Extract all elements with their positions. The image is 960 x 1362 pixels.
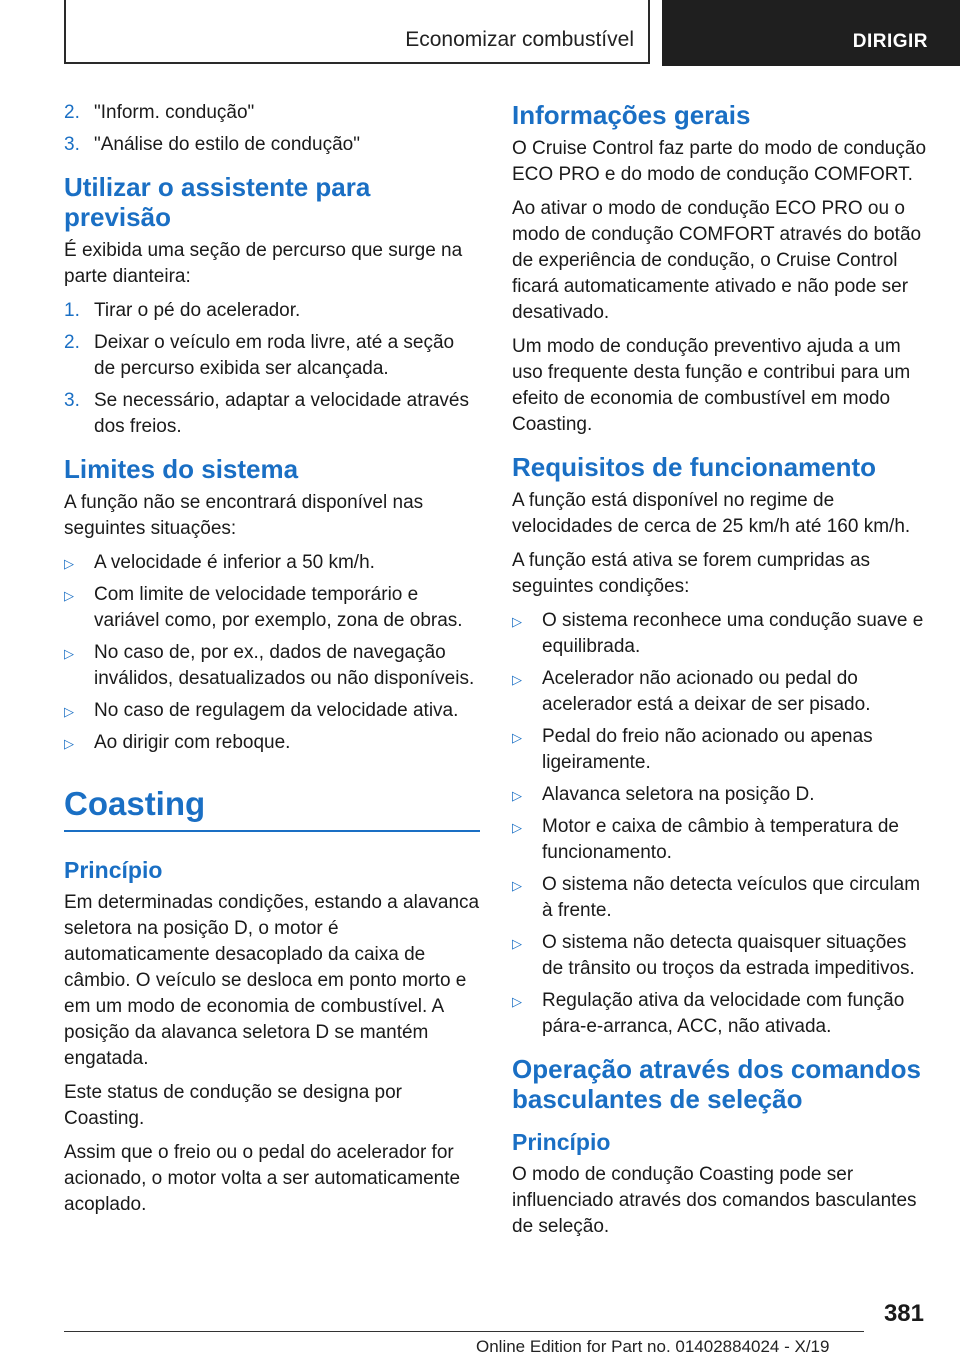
list-item-text: Ao dirigir com reboque. — [94, 732, 291, 753]
triangle-bullet-icon: ▷ — [64, 736, 74, 751]
principle-paragraph: Em determinadas condições, estando a alavanca seletora na posição D, o motor é automaticamente desacoplado da caixa de câmbio. O veículo se desloca em ponto morto e em um modo de economia de combustível. A posição da alavanca seletora D se mantém engatada. — [64, 892, 480, 1069]
list-item — [64, 582, 480, 634]
triangle-bullet-icon: ▷ — [512, 672, 522, 687]
list-item-text: Regulação ativa da velocidade com função pára-e-arranca, ACC, não ativada. — [542, 990, 905, 1037]
list-item — [64, 132, 480, 158]
list-item — [64, 550, 480, 576]
list-item-text: Acelerador não acionado ou pedal do acelerador está a deixar de ser pisado. — [542, 668, 871, 715]
limits-list — [64, 550, 480, 756]
list-item — [64, 388, 480, 440]
triangle-bullet-icon: ▷ — [64, 646, 74, 661]
list-item — [512, 608, 932, 660]
principle-paragraph: Assim que o freio ou o pedal do acelerador for acionado, o motor volta a ser automaticamente acoplado. — [64, 1142, 461, 1215]
list-item — [64, 330, 480, 382]
list-item — [64, 730, 480, 756]
operation-paragraph: O modo de condução Coasting pode ser influenciado através dos comandos basculantes de seleção. — [512, 1164, 917, 1237]
list-item-text: Tirar o pé do acelerador. — [94, 300, 301, 321]
list-item-text: O sistema reconhece uma condução suave e equilibrada. — [542, 610, 924, 657]
top-list — [64, 100, 480, 158]
triangle-bullet-icon: ▷ — [512, 820, 522, 835]
requirements-list — [512, 608, 932, 1040]
limits-intro: A função não se encontrará disponível nas seguintes situações: — [64, 492, 424, 539]
triangle-bullet-icon: ▷ — [512, 614, 522, 629]
header-section-box — [64, 0, 650, 64]
general-paragraph: O Cruise Control faz parte do modo de condução ECO PRO e do modo de condução COMFORT. — [512, 138, 927, 185]
footer-edition: Online Edition for Part no. 01402884024 - X/19 — [476, 1337, 830, 1356]
triangle-bullet-icon: ▷ — [512, 994, 522, 1009]
list-item-text: "Análise do estilo de condução" — [94, 134, 360, 155]
requirements-heading: Requisitos de funcionamento — [512, 452, 877, 482]
operation-heading: Operação através dos comandos basculantes de seleção — [512, 1054, 921, 1114]
list-item — [512, 930, 932, 982]
list-item-text: A velocidade é inferior a 50 km/h. — [94, 552, 375, 573]
triangle-bullet-icon: ▷ — [512, 878, 522, 893]
page-number: 381 — [883, 1300, 924, 1327]
list-item — [512, 724, 932, 776]
list-item-text: Alavanca seletora na posição D. — [542, 784, 815, 805]
triangle-bullet-icon: ▷ — [512, 788, 522, 803]
triangle-bullet-icon: ▷ — [512, 730, 522, 745]
list-item-text: No caso de regulagem da velocidade ativa. — [94, 700, 459, 721]
list-item — [512, 782, 932, 808]
list-item — [512, 988, 932, 1040]
list-item-text: O sistema não detecta quaisquer situações de trânsito ou troços da estrada impeditivos. — [542, 932, 915, 979]
list-item — [64, 298, 480, 324]
triangle-bullet-icon: ▷ — [64, 704, 74, 719]
requirements-paragraph: A função está ativa se forem cumpridas as seguintes condições: — [512, 550, 871, 597]
limits-heading: Limites do sistema — [64, 454, 299, 484]
list-item-text: "Inform. condução" — [94, 102, 255, 123]
list-number: 1. — [64, 300, 80, 321]
requirements-paragraph: A função está disponível no regime de velocidades de cerca de 25 km/h até 160 km/h. — [512, 490, 911, 537]
operation-sub-heading: Princípio — [512, 1129, 611, 1155]
list-item — [64, 100, 480, 126]
list-item-text: Se necessário, adaptar a velocidade através dos freios. — [94, 390, 469, 437]
header-section-title: Economizar combustível — [405, 28, 634, 51]
principle-paragraph: Este status de condução se designa por Coasting. — [64, 1082, 403, 1129]
list-number: 3. — [64, 390, 80, 411]
list-item — [512, 814, 932, 866]
general-paragraph: Ao ativar o modo de condução ECO PRO ou o modo de condução COMFORT através do botão de experiência de condução, o Cruise Control ficará automaticamente ativado e não pode ser desativado. — [512, 198, 922, 323]
page-header — [0, 0, 960, 66]
list-item-text: Motor e caixa de câmbio à temperatura de funcionamento. — [542, 816, 899, 863]
general-heading: Informações gerais — [512, 100, 751, 130]
list-item-text: O sistema não detecta veículos que circulam à frente. — [542, 874, 921, 921]
list-item-text: No caso de, por ex., dados de navegação inválidos, desatualizados ou não disponíveis. — [94, 642, 475, 689]
list-item — [512, 872, 932, 924]
assist-heading: Utilizar o assistente para previsão — [64, 172, 371, 232]
list-number: 2. — [64, 102, 80, 123]
list-number: 2. — [64, 332, 80, 353]
triangle-bullet-icon: ▷ — [512, 936, 522, 951]
assist-intro: É exibida uma seção de percurso que surge na parte dianteira: — [64, 240, 463, 287]
list-item — [64, 698, 480, 724]
left-column — [64, 100, 480, 1226]
general-paragraph: Um modo de condução preventivo ajuda a um uso frequente desta função e contribui para um efeito de economia de combustível em modo Coasting. — [512, 336, 911, 435]
list-item — [512, 666, 932, 718]
list-number: 3. — [64, 134, 80, 155]
triangle-bullet-icon: ▷ — [64, 556, 74, 571]
triangle-bullet-icon: ▷ — [64, 588, 74, 603]
header-chapter-title: DIRIGIR — [852, 31, 928, 52]
principle-heading: Princípio — [64, 857, 163, 883]
header-chapter-tab — [662, 0, 960, 66]
list-item-text: Pedal do freio não acionado ou apenas ligeiramente. — [542, 726, 873, 773]
list-item — [64, 640, 480, 692]
right-column — [512, 100, 932, 1248]
list-item-text: Com limite de velocidade temporário e variável como, por exemplo, zona de obras. — [94, 584, 463, 631]
list-item-text: Deixar o veículo em roda livre, até a seção de percurso exibida ser alcançada. — [94, 332, 455, 379]
footer-divider — [64, 1331, 864, 1332]
coasting-title: Coasting — [64, 784, 480, 832]
assist-steps — [64, 298, 480, 440]
